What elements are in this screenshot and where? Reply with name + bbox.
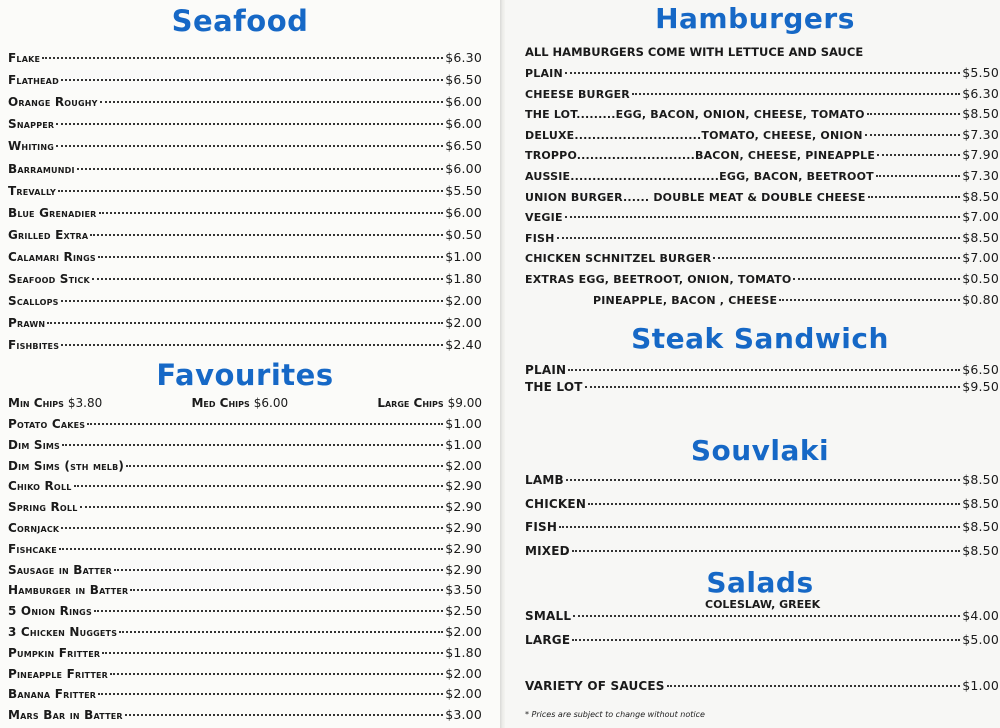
menu-item-row [525,541,999,561]
menu-item-row [8,414,482,434]
leader-dots [110,673,443,675]
leader-dots [130,589,443,591]
leader-dots [713,257,960,259]
menu-item-row [8,247,482,267]
menu-item-row [8,684,482,704]
menu-item-row [8,225,482,245]
menu-item-name: Hamburger in Batter [8,583,129,598]
menu-item-price: $1.80 [445,271,482,286]
leader-dots [87,423,443,425]
menu-item-row [8,48,482,68]
leader-dots [61,527,443,529]
sauces-name: VARIETY OF SAUCES [525,679,665,693]
menu-item-price: $1.80 [445,644,482,660]
menu-item-name: Dim Sims (sth melb) [8,458,125,473]
menu-item-name: Seafood Stick [8,272,90,286]
menu-item-price: $8.50 [962,519,999,534]
menu-item-name: THE LOT [525,380,583,394]
menu-item-name: CHICKEN [525,496,587,511]
leader-dots [114,569,443,571]
menu-item-price: $8.50 [962,495,999,511]
menu-item-name: CHICKEN SCHNITZEL BURGER [525,252,712,266]
sauces-row [525,676,999,696]
menu-item-price: $6.50 [445,72,482,88]
sauces-price: $1.00 [962,678,999,693]
leader-dots [793,278,960,280]
right-menu-page [505,0,1000,728]
leader-dots [92,278,443,280]
menu-item-name: Flathead [8,73,59,88]
menu-item-name: AUSSIE..................................EGG, BACON, BEETROOT [525,170,874,183]
menu-item-name: Calamari Rings [8,249,96,264]
menu-item-price: $8.50 [962,188,999,204]
menu-item-name: TROPPO...........................BACON, CHEESE, PINEAPPLE [525,149,876,163]
menu-item-row [8,335,482,355]
menu-item-row [525,269,999,289]
leader-dots [42,57,443,59]
salads-heading: Salads [706,566,814,599]
menu-item-price: $2.00 [445,686,482,702]
menu-item-name: Mars Bar in Batter [8,708,123,723]
menu-item-name: Barramundi [8,161,75,176]
menu-item-name: Scallops [8,294,59,309]
leader-dots [61,79,443,81]
menu-item-row [8,476,482,496]
menu-item-price: $2.00 [445,315,482,331]
min-chips: Min Chips $3.80 [8,396,103,410]
leader-dots [566,479,960,481]
menu-item-name: 3 Chicken Nuggets [8,625,118,639]
leader-dots [588,503,960,505]
menu-item-price: $6.00 [445,160,482,176]
menu-item-name: MIXED [525,543,570,558]
menu-item-price: $2.40 [445,337,482,353]
leader-dots [867,113,961,115]
menu-item-name: PLAIN [525,67,563,80]
menu-item-price: $0.50 [962,271,999,286]
menu-item-name: UNION BURGER...... DOUBLE MEAT & DOUBLE CHEESE [525,190,866,204]
leader-dots [98,256,443,258]
leader-dots [90,234,443,236]
menu-item-row [8,580,482,600]
menu-item-row [525,228,999,248]
menu-item-price: $3.00 [445,707,482,723]
leader-dots [876,175,960,177]
menu-item-name: Prawn [8,316,46,331]
menu-item-price: $6.30 [445,50,482,65]
menu-item-price: $1.00 [445,248,482,264]
leader-dots [126,465,443,467]
hamburgers-heading: Hamburgers [655,2,855,35]
leader-dots [61,300,444,302]
menu-item-name: Whiting [8,139,55,154]
menu-item-price: $6.00 [445,94,482,110]
leader-dots [119,631,443,633]
menu-item-name: Flake [8,51,41,65]
leader-dots [565,216,961,218]
steak-sandwich-heading: Steak Sandwich [631,322,889,355]
menu-item-name: Trevally [8,183,56,198]
hamburgers-note: ALL HAMBURGERS COME WITH LETTUCE AND SAUCE [525,45,864,59]
menu-item-row [525,104,999,124]
menu-item-row [8,643,482,663]
menu-item-row [8,518,482,538]
leader-dots [667,685,961,687]
menu-item-price: $8.50 [962,472,999,487]
leader-dots [868,196,961,198]
menu-item-price: $6.50 [445,138,482,154]
leader-dots [565,72,960,74]
menu-item-price: $1.00 [445,436,482,452]
menu-item-row [593,290,999,310]
menu-item-row [8,705,482,725]
menu-item-name: EXTRAS EGG, BEETROOT, ONION, TOMATO [525,273,792,286]
menu-item-row [525,377,999,397]
chips-row [8,396,482,410]
menu-item-row [525,248,999,268]
menu-item-price: $7.00 [962,250,999,266]
leader-dots [572,639,960,641]
menu-item-name: Dim Sims [8,437,61,452]
menu-item-name: CHEESE BURGER [525,87,630,101]
menu-item-row [8,456,482,476]
menu-item-name: Fishbites [8,338,60,353]
menu-item-price: $6.00 [445,204,482,220]
menu-item-row [8,539,482,559]
menu-item-name: Snapper [8,117,55,132]
menu-item-price: $5.50 [962,65,999,80]
leader-dots [61,344,443,346]
salads-subtitle: COLESLAW, GREEK [705,598,821,611]
menu-item-name: Fishcake [8,541,57,556]
menu-item-price: $2.00 [445,624,482,639]
menu-item-name: PLAIN [525,363,567,377]
menu-item-row [8,622,482,642]
leader-dots [56,145,443,147]
menu-item-price: $2.50 [445,603,482,619]
menu-item-row [525,494,999,514]
menu-item-price: $2.90 [445,520,482,535]
seafood-heading: Seafood [171,4,309,38]
menu-item-price: $6.00 [445,116,482,132]
menu-item-name: FISH [525,520,558,534]
menu-item-price: $2.00 [445,665,482,681]
leader-dots [568,369,960,371]
large-chips: Large Chips $9.00 [377,396,482,410]
leader-dots [47,322,443,324]
menu-item-name: Blue Grenadier [8,205,97,220]
menu-item-price: $2.90 [445,499,482,515]
leader-dots [94,610,443,612]
menu-item-name: 5 Onion Rings [8,604,92,619]
menu-item-price: $8.50 [962,106,999,122]
menu-item-name: DELUXE.............................TOMATO, CHEESE, ONION [525,128,863,142]
menu-item-row [8,203,482,223]
leader-dots [559,526,960,528]
menu-item-name: LAMB [525,473,564,487]
menu-item-name: Banana Fritter [8,687,97,702]
menu-item-row [525,125,999,145]
menu-item-row [8,114,482,134]
menu-item-row [8,664,482,684]
menu-item-price: $7.30 [962,126,999,142]
menu-item-row [8,601,482,621]
leader-dots [779,299,960,301]
menu-item-price: $4.00 [962,608,999,623]
menu-item-price: $5.50 [445,182,482,198]
menu-item-row [525,145,999,165]
leader-dots [585,386,961,388]
menu-item-name: THE LOT.........EGG, BACON, ONION, CHEESE, TOMATO [525,108,865,122]
menu-item-name: Potato Cakes [8,417,86,431]
menu-item-row [525,187,999,207]
leader-dots [557,237,961,239]
price-footnote: * Prices are subject to change without notice [525,710,705,719]
leader-dots [877,154,960,156]
menu-item-price: $2.00 [445,293,482,309]
menu-item-price: $2.90 [445,561,482,577]
souvlaki-heading: Souvlaki [690,434,830,467]
leader-dots [59,548,443,550]
menu-item-name: Spring Roll [8,500,78,515]
med-chips: Med Chips $6.00 [191,396,289,410]
leader-dots [58,190,443,192]
menu-item-price: $7.00 [962,209,999,225]
menu-item-row [525,470,999,490]
menu-item-name: Sausage in Batter [8,562,112,577]
menu-item-price: $3.50 [445,582,482,598]
menu-item-row [525,207,999,227]
menu-item-name: VEGIE [525,211,563,225]
menu-item-price: $7.30 [962,168,999,183]
leader-dots [99,212,444,214]
menu-item-row [8,435,482,455]
menu-item-row [8,560,482,580]
leader-dots [572,550,960,552]
menu-item-price: $2.00 [445,457,482,473]
menu-item-price: $8.50 [962,542,999,558]
menu-item-price: $0.80 [962,291,999,307]
menu-item-price: $6.50 [962,362,999,377]
menu-item-price: $7.90 [962,147,999,163]
menu-item-price: $5.00 [962,632,999,647]
menu-item-name: SMALL [525,609,572,623]
menu-item-row [8,497,482,517]
leader-dots [100,101,444,103]
leader-dots [98,693,443,695]
menu-item-name: Orange Roughy [8,95,98,110]
menu-item-price: $2.90 [445,540,482,556]
menu-item-row [525,63,999,83]
leader-dots [632,93,960,95]
leader-dots [56,123,443,125]
menu-item-row [8,313,482,333]
leader-dots [102,652,443,654]
leader-dots [80,506,444,508]
menu-item-row [8,291,482,311]
leader-dots [77,168,444,170]
menu-item-name: Pineapple Fritter [8,666,109,681]
menu-item-row [525,166,999,186]
menu-item-name: Cornjack [8,521,60,535]
favourites-heading: Favourites [156,358,334,392]
menu-item-row [525,606,999,626]
menu-item-row [525,84,999,104]
menu-item-price: $9.50 [962,379,999,394]
menu-item-row [525,517,999,537]
menu-item-row [525,630,999,650]
menu-item-row [8,92,482,112]
menu-item-price: $0.50 [445,226,482,242]
leader-dots [62,444,443,446]
menu-item-price: $2.90 [445,478,482,494]
menu-item-row [8,269,482,289]
menu-item-name: Pumpkin Fritter [8,645,101,660]
menu-item-name: PINEAPPLE, BACON , CHEESE [593,293,778,307]
menu-item-price: $8.50 [962,229,999,245]
menu-item-name: Grilled Extra [8,227,89,242]
menu-item-row [8,181,482,201]
leader-dots [74,485,444,487]
menu-item-name: FISH [525,231,555,245]
menu-item-row [8,70,482,90]
leader-dots [865,134,961,136]
leader-dots [125,714,443,716]
menu-item-name: LARGE [525,633,571,647]
leader-dots [573,615,960,617]
menu-item-row [8,159,482,179]
menu-item-price: $6.30 [962,85,999,101]
menu-item-price: $1.00 [445,416,482,431]
menu-item-name: Chiko Roll [8,479,72,494]
menu-item-row [8,136,482,156]
